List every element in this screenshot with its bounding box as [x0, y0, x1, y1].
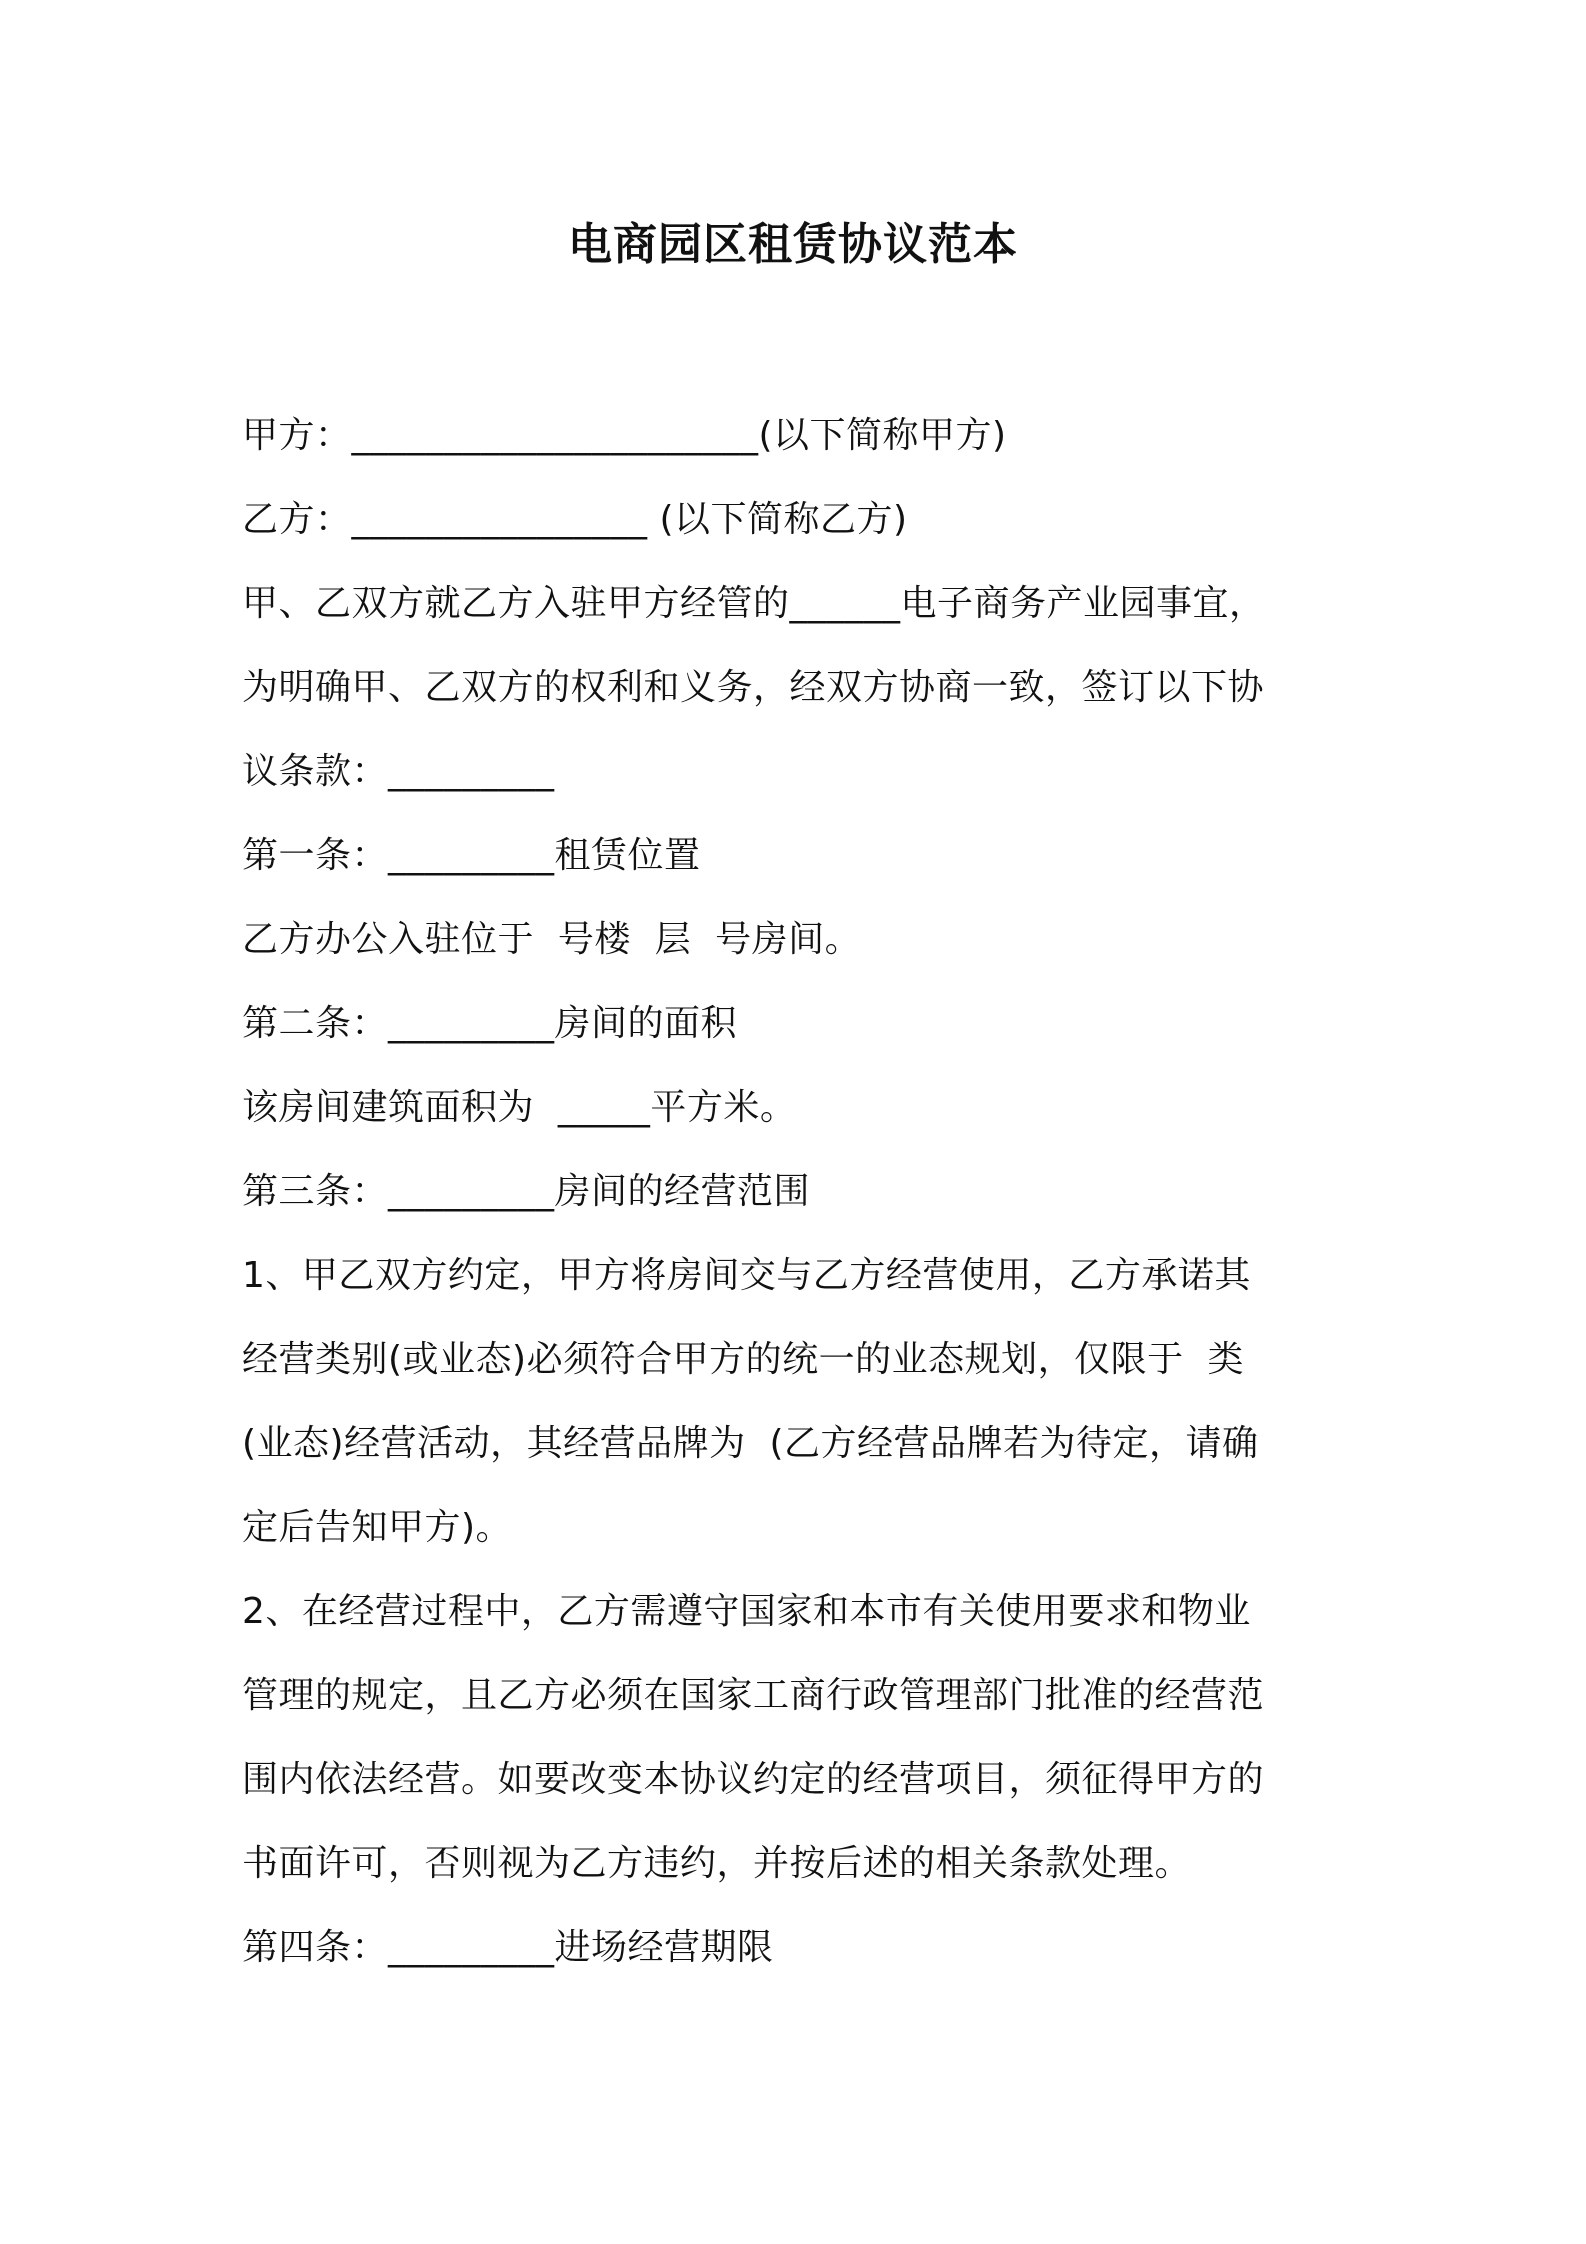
article-3-clause-1-line-2: 经营类别(或业态)必须符合甲方的统一的业态规划，仅限于 类: [242, 1339, 1244, 1380]
preamble-line-3: 议条款：_________: [242, 751, 555, 792]
party-b-line: 乙方：________________ (以下简称乙方): [242, 499, 908, 540]
article-3-clause-1-line-3: (业态)经营活动，其经营品牌为 (乙方经营品牌若为待定，请确: [242, 1423, 1259, 1464]
article-4-heading: 第四条：_________进场经营期限: [242, 1927, 774, 1968]
article-2-body: 该房间建筑面积为 _____平方米。: [242, 1087, 797, 1128]
article-1-body: 乙方办公入驻位于 号楼 层 号房间。: [242, 919, 862, 960]
article-3-clause-2-line-2: 管理的规定，且乙方必须在国家工商行政管理部门批准的经营范: [242, 1675, 1265, 1716]
article-3-clause-1-line-4: 定后告知甲方)。: [242, 1507, 513, 1548]
party-a-line: 甲方：______________________(以下简称甲方): [242, 415, 1007, 456]
article-3-clause-1-line-1: 1、甲乙双方约定，甲方将房间交与乙方经营使用，乙方承诺其: [242, 1255, 1251, 1296]
article-3-clause-2-line-3: 围内依法经营。如要改变本协议约定的经营项目，须征得甲方的: [242, 1759, 1265, 1800]
article-3-clause-2-line-4: 书面许可，否则视为乙方违约，并按后述的相关条款处理。: [242, 1843, 1192, 1884]
preamble-line-1: 甲、乙双方就乙方入驻甲方经管的______电子商务产业园事宜，: [242, 583, 1266, 624]
preamble-line-2: 为明确甲、乙双方的权利和义务，经双方协商一致，签订以下协: [242, 667, 1265, 708]
article-1-heading: 第一条：_________租赁位置: [242, 835, 701, 876]
document-title: 电商园区租赁协议范本: [568, 219, 1018, 270]
article-3-heading: 第三条：_________房间的经营范围: [242, 1171, 811, 1212]
article-3-clause-2-line-1: 2、在经营过程中，乙方需遵守国家和本市有关使用要求和物业: [242, 1591, 1251, 1632]
article-2-heading: 第二条：_________房间的面积: [242, 1003, 738, 1044]
